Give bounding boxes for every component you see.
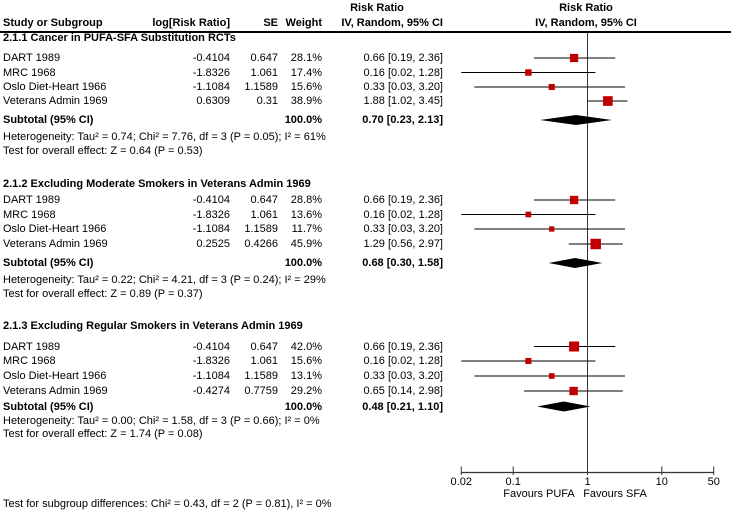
study-weight: 13.1% — [290, 370, 322, 382]
study-name: Oslo Diet-Heart 1966 — [3, 81, 107, 93]
study-weight: 42.0% — [290, 340, 322, 353]
subtotal-weight: 100.0% — [284, 114, 322, 126]
col-header-study: Study or Subgroup — [3, 17, 103, 29]
study-se: 0.31 — [256, 95, 278, 107]
col-header-weight: Weight — [285, 17, 322, 29]
study-effect-square — [549, 373, 555, 379]
study-logrr: -1.1084 — [192, 370, 230, 382]
study-se: 0.647 — [250, 52, 278, 64]
study-name: DART 1989 — [3, 52, 61, 64]
study-ci-text: 0.65 [0.14, 2.98] — [363, 385, 443, 397]
study-name: DART 1989 — [3, 340, 61, 353]
study-weight: 28.8% — [290, 194, 322, 206]
study-name: Veterans Admin 1969 — [3, 238, 108, 250]
study-weight: 17.4% — [290, 66, 322, 79]
study-se: 1.1589 — [244, 223, 278, 235]
section-title: 2.1.1 Cancer in PUFA-SFA Substitution RCTs — [3, 32, 236, 44]
study-name: Veterans Admin 1969 — [3, 385, 108, 397]
subtotal-ci-text: 0.68 [0.30, 1.58] — [362, 257, 443, 269]
plot-title: Risk Ratio — [559, 2, 613, 14]
axis-tick-label: 10 — [655, 476, 668, 488]
study-logrr: -0.4104 — [192, 194, 230, 206]
overall-effect-text: Test for overall effect: Z = 0.89 (P = 0.37) — [3, 288, 203, 300]
study-ci-text: 0.33 [0.03, 3.20] — [363, 81, 443, 93]
study-ci-text: 0.16 [0.02, 1.28] — [363, 66, 443, 79]
study-se: 1.061 — [250, 355, 278, 367]
study-effect-square — [590, 239, 601, 250]
study-weight: 45.9% — [290, 238, 322, 250]
study-weight: 11.7% — [291, 223, 322, 235]
study-logrr: -0.4104 — [192, 52, 230, 64]
study-ci-text: 1.29 [0.56, 2.97] — [363, 238, 443, 250]
study-logrr: 0.2525 — [196, 238, 230, 250]
study-logrr: -1.8326 — [192, 66, 230, 79]
study-name: Oslo Diet-Heart 1966 — [3, 370, 107, 382]
axis-tick-label: 1 — [584, 476, 591, 488]
study-ci-text: 0.33 [0.03, 3.20] — [363, 223, 443, 235]
section-title: 2.1.2 Excluding Moderate Smokers in Veterans Admin 1969 — [3, 178, 311, 190]
study-logrr: -1.8326 — [192, 208, 230, 221]
study-effect-square — [549, 226, 554, 231]
subtotal-diamond — [549, 258, 603, 268]
study-ci-text: 1.88 [1.02, 3.45] — [363, 95, 443, 107]
study-logrr: -1.8326 — [192, 355, 230, 367]
study-effect-square — [525, 358, 531, 364]
study-name: MRC 1968 — [3, 208, 56, 221]
subtotal-ci-text: 0.70 [0.23, 2.13] — [362, 114, 443, 126]
axis-tick-label: 0.1 — [505, 476, 521, 488]
heterogeneity-text: Heterogeneity: Tau² = 0.22; Chi² = 4.21, df = 3 (P = 0.24); I² = 29% — [3, 274, 326, 286]
axis-tick-label: 0.02 — [450, 476, 472, 488]
study-se: 0.647 — [250, 340, 278, 353]
study-name: MRC 1968 — [3, 66, 56, 79]
heterogeneity-text: Heterogeneity: Tau² = 0.74; Chi² = 7.76, df = 3 (P = 0.05); I² = 61% — [3, 131, 326, 143]
axis-tick-label: 50 — [707, 476, 720, 488]
subtotal-diamond — [537, 402, 590, 412]
favours-right-label: Favours SFA — [583, 488, 647, 500]
study-ci-text: 0.66 [0.19, 2.36] — [363, 52, 443, 64]
study-se: 0.647 — [250, 194, 278, 206]
subtotal-label: Subtotal (95% CI) — [3, 257, 94, 269]
study-name: MRC 1968 — [3, 355, 56, 367]
study-se: 0.4266 — [244, 238, 278, 250]
study-effect-square — [525, 69, 531, 75]
study-ci-text: 0.33 [0.03, 3.20] — [363, 370, 443, 382]
heterogeneity-text: Heterogeneity: Tau² = 0.00; Chi² = 1.58, df = 3 (P = 0.66); I² = 0% — [3, 414, 320, 427]
study-effect-square — [570, 54, 578, 62]
study-weight: 13.6% — [290, 208, 322, 221]
study-ci-text: 0.66 [0.19, 2.36] — [363, 340, 443, 353]
subtotal-label: Subtotal (95% CI) — [3, 400, 94, 413]
study-ci-text: 0.16 [0.02, 1.28] — [363, 355, 443, 367]
overall-effect-text: Test for overall effect: Z = 0.64 (P = 0.53) — [3, 145, 203, 157]
study-weight: 28.1% — [290, 52, 322, 64]
subgroup-test-footer: Test for subgroup differences: Chi² = 0.43, df = 2 (P = 0.81), I² = 0% — [3, 498, 332, 510]
plot-subtitle: IV, Random, 95% CI — [535, 17, 637, 29]
subtotal-weight: 100.0% — [284, 400, 322, 413]
study-se: 1.061 — [250, 208, 278, 221]
study-se: 1.1589 — [244, 81, 278, 93]
subtotal-weight: 100.0% — [284, 257, 322, 269]
study-effect-square — [603, 96, 613, 106]
study-weight: 38.9% — [290, 95, 322, 107]
study-weight: 15.6% — [290, 355, 322, 367]
study-name: Oslo Diet-Heart 1966 — [3, 223, 107, 235]
study-ci-text: 0.66 [0.19, 2.36] — [363, 194, 443, 206]
study-se: 1.061 — [250, 66, 278, 79]
study-logrr: -0.4104 — [192, 340, 230, 353]
favours-left-label: Favours PUFA — [503, 488, 575, 500]
col-header-ci: IV, Random, 95% CI — [341, 17, 443, 29]
study-logrr: -0.4274 — [192, 385, 230, 397]
overall-effect-text: Test for overall effect: Z = 1.74 (P = 0.08) — [3, 428, 203, 440]
study-name: DART 1989 — [3, 194, 61, 206]
study-effect-square — [549, 84, 555, 90]
study-effect-square — [569, 341, 579, 351]
effect-column-title: Risk Ratio — [350, 2, 404, 14]
study-weight: 15.6% — [290, 81, 322, 93]
subtotal-label: Subtotal (95% CI) — [3, 114, 94, 126]
study-se: 1.1589 — [244, 370, 278, 382]
subtotal-ci-text: 0.48 [0.21, 1.10] — [362, 400, 443, 413]
study-logrr: -1.1084 — [192, 81, 230, 93]
study-logrr: 0.6309 — [196, 95, 230, 107]
study-ci-text: 0.16 [0.02, 1.28] — [363, 208, 443, 221]
col-header-logrr: log[Risk Ratio] — [152, 17, 230, 29]
subtotal-diamond — [540, 115, 612, 125]
study-effect-square — [570, 196, 578, 204]
study-logrr: -1.1084 — [192, 223, 230, 235]
study-weight: 29.2% — [290, 385, 322, 397]
col-header-se: SE — [263, 17, 278, 29]
section-title: 2.1.3 Excluding Regular Smokers in Veterans Admin 1969 — [3, 320, 303, 332]
study-se: 0.7759 — [244, 385, 278, 397]
study-effect-square — [526, 212, 532, 218]
study-name: Veterans Admin 1969 — [3, 95, 108, 107]
study-effect-square — [569, 387, 577, 395]
